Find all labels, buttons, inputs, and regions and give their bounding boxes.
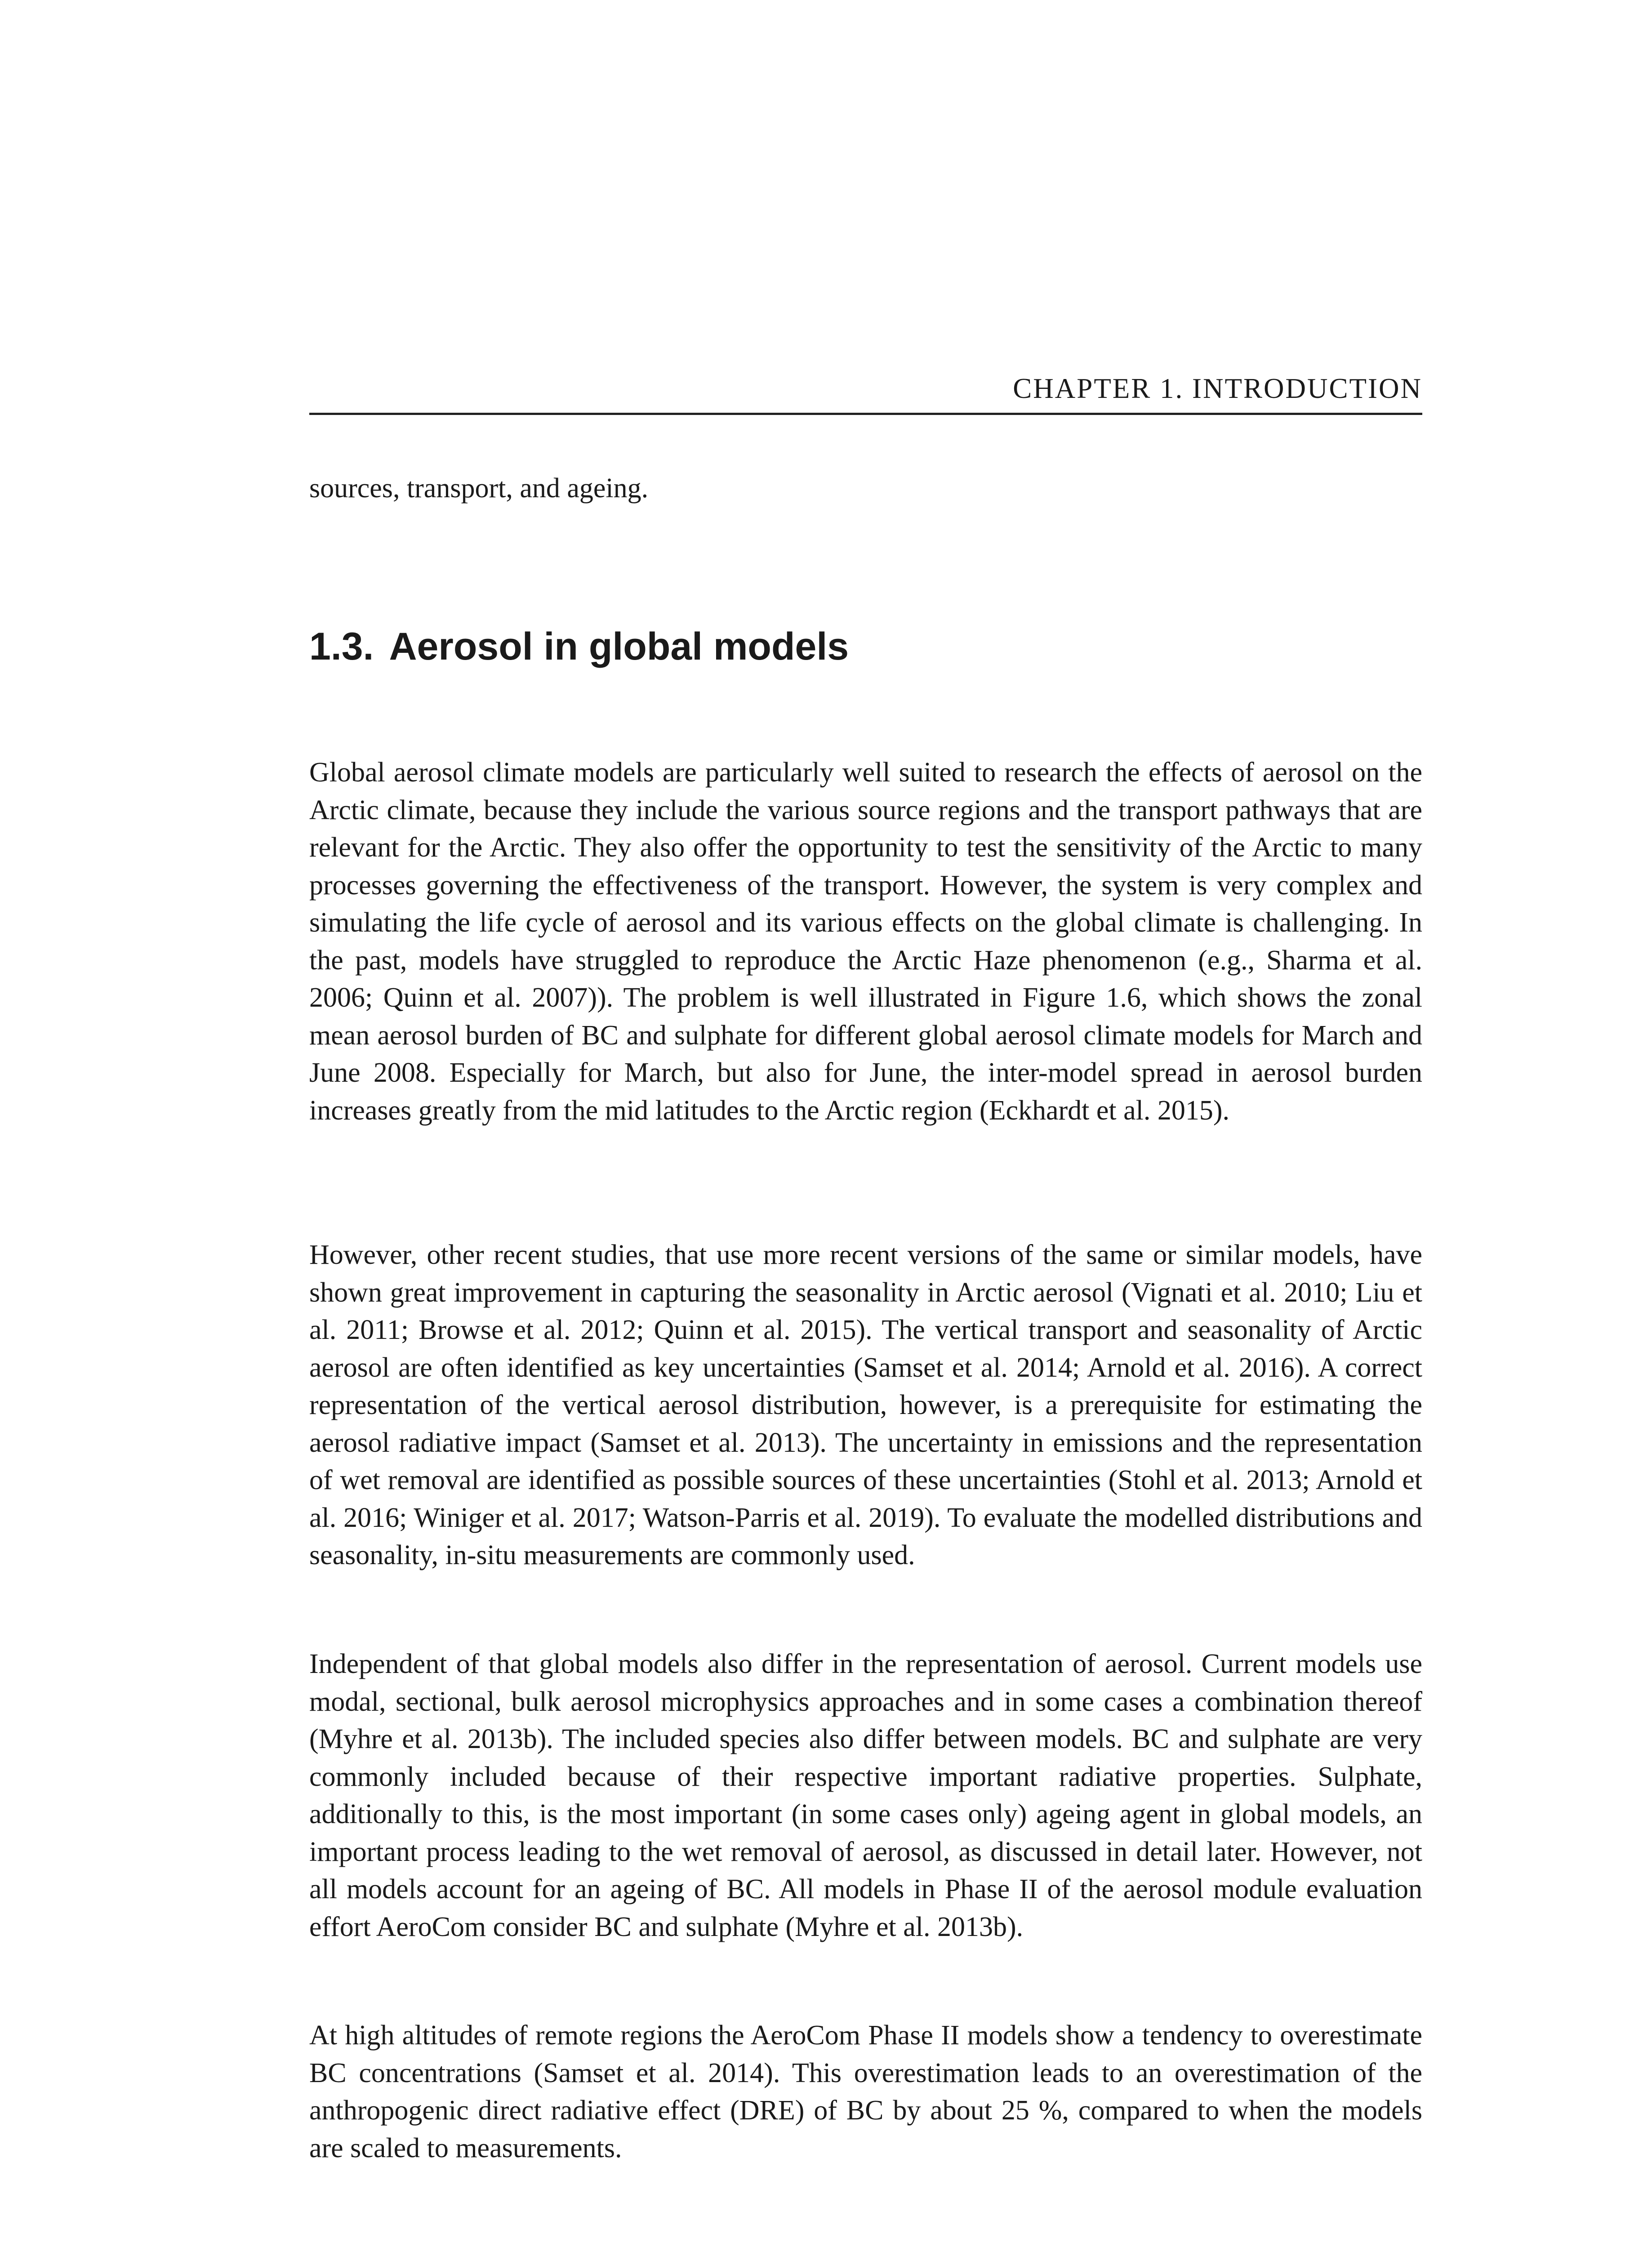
section-title: Aerosol in global models	[389, 625, 849, 668]
body-paragraph: At high altitudes of remote regions the AeroCom Phase II models show a tendency to overestimate BC concentrations (Samset et al. 2014). This overestimation leads to an overestimation of the anthropogenic direct radiative effect (DRE) of BC by about 25 %, compared to when the models are scaled to measurements.	[309, 2020, 1422, 2163]
body-paragraph: Global aerosol climate models are particularly well suited to research the effects of aerosol on the Arctic climate, because they include the various source regions and the transport pathways that are relevant for the Arctic. They also offer the opportunity to test the sensitivity of the Arctic to many processes governing the effectiveness of the transport. However, the system is very complex and simulating the life cycle of aerosol and its various effects on the global climate is challenging. In the past, models have struggled to reproduce the Arctic Haze phenomenon (e.g., Sharma et al. 2006; Quinn et al. 2007)). The problem is well illustrated in Figure 1.6, which shows the zonal mean aerosol burden of BC and sulphate for different global aerosol climate models for March and June 2008. Especially for March, but also for June, the inter-model spread in aerosol burden increases greatly from the mid latitudes to the Arctic region (Eckhardt et al. 2015).	[309, 757, 1422, 1126]
running-header-title: CHAPTER 1. INTRODUCTION	[1013, 373, 1422, 404]
running-header	[309, 372, 1422, 415]
continued-paragraph-text: sources, transport, and ageing.	[309, 473, 649, 504]
body-paragraph: Independent of that global models also differ in the representation of aerosol. Current models use modal, sectional, bulk aerosol microphysics approaches and in some cases a combination thereof (Myhre et al. 2013b). The included species also differ between models. BC and sulphate are very commonly included because of their respective important radiative properties. Sulphate, additionally to this, is the most important (in some cases only) ageing agent in global models, an important process leading to the wet removal of aerosol, as discussed in detail later. However, not all models account for an ageing of BC. All models in Phase II of the aerosol module evaluation effort AeroCom consider BC and sulphate (Myhre et al. 2013b).	[309, 1649, 1422, 1942]
section-number: 1.3.	[309, 625, 374, 668]
section-heading	[309, 624, 849, 669]
body-paragraph: However, other recent studies, that use more recent versions of the same or similar models, have shown great improvement in capturing the seasonality in Arctic aerosol (Vignati et al. 2010; Liu et al. 2011; Browse et al. 2012; Quinn et al. 2015). The vertical transport and seasonality of Arctic aerosol are often identified as key uncertainties (Samset et al. 2014; Arnold et al. 2016). A correct representation of the vertical aerosol distribution, however, is a prerequisite for estimating the aerosol radiative impact (Samset et al. 2013). The uncertainty in emissions and the representation of wet removal are identified as possible sources of these uncertainties (Stohl et al. 2013; Arnold et al. 2016; Winiger et al. 2017; Watson-Parris et al. 2019). To evaluate the modelled distributions and seasonality, in-situ measurements are commonly used.	[309, 1240, 1422, 1570]
